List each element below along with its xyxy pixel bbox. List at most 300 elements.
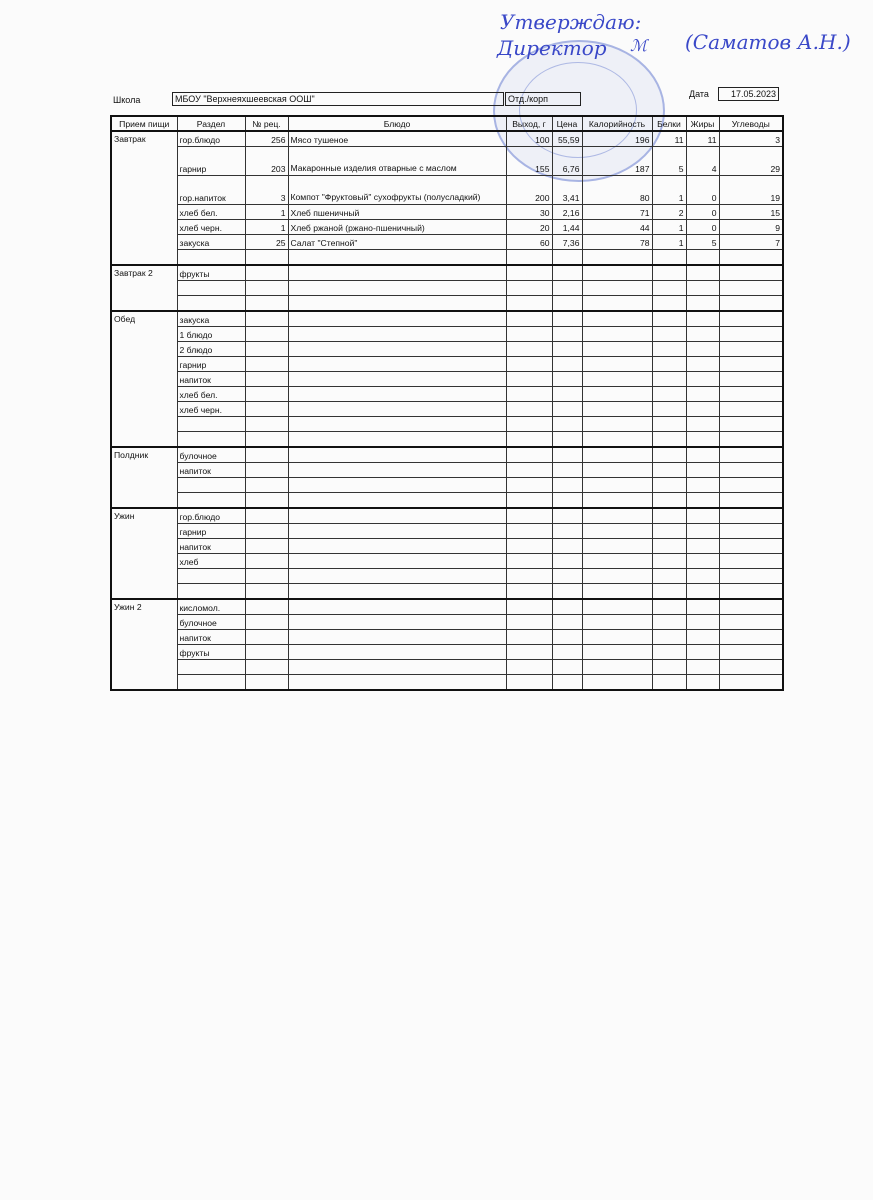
dish-cell	[288, 265, 506, 281]
recipe-cell	[245, 311, 288, 327]
carbs-cell	[719, 539, 783, 554]
section-cell	[177, 569, 245, 584]
table-row	[111, 493, 783, 509]
dish-cell: Хлеб ржаной (ржано-пшеничный)	[288, 220, 506, 235]
dish-cell	[288, 342, 506, 357]
protein-cell	[652, 584, 686, 600]
protein-cell	[652, 417, 686, 432]
price-cell: 1,44	[552, 220, 582, 235]
output-cell: 30	[506, 205, 552, 220]
kcal-cell	[582, 569, 652, 584]
output-cell	[506, 630, 552, 645]
column-header: Блюдо	[288, 116, 506, 131]
carbs-cell	[719, 584, 783, 600]
fat-cell	[686, 402, 719, 417]
carbs-cell	[719, 463, 783, 478]
fat-cell	[686, 342, 719, 357]
output-cell	[506, 402, 552, 417]
price-cell	[552, 311, 582, 327]
kcal-cell	[582, 615, 652, 630]
column-header: Калорийность	[582, 116, 652, 131]
section-cell: хлеб черн.	[177, 220, 245, 235]
recipe-cell	[245, 357, 288, 372]
output-cell: 100	[506, 131, 552, 147]
approval-line-2: Директор	[497, 36, 607, 60]
recipe-cell	[245, 447, 288, 463]
fat-cell	[686, 675, 719, 691]
section-cell	[177, 281, 245, 296]
carbs-cell	[719, 569, 783, 584]
recipe-cell	[245, 524, 288, 539]
kcal-cell: 71	[582, 205, 652, 220]
fat-cell	[686, 478, 719, 493]
fat-cell	[686, 265, 719, 281]
meal-name-cell: Ужин 2	[111, 599, 177, 690]
output-cell	[506, 417, 552, 432]
price-cell	[552, 630, 582, 645]
price-cell	[552, 615, 582, 630]
carbs-cell: 15	[719, 205, 783, 220]
price-cell	[552, 447, 582, 463]
section-cell: гарнир	[177, 524, 245, 539]
fat-cell: 0	[686, 176, 719, 205]
fat-cell	[686, 372, 719, 387]
protein-cell	[652, 296, 686, 312]
fat-cell	[686, 584, 719, 600]
dish-cell	[288, 599, 506, 615]
recipe-cell: 1	[245, 220, 288, 235]
kcal-cell	[582, 478, 652, 493]
section-cell: хлеб	[177, 554, 245, 569]
fat-cell	[686, 296, 719, 312]
output-cell	[506, 599, 552, 615]
protein-cell	[652, 311, 686, 327]
carbs-cell	[719, 372, 783, 387]
section-cell	[177, 432, 245, 448]
carbs-cell: 7	[719, 235, 783, 250]
fat-cell	[686, 250, 719, 266]
price-cell	[552, 372, 582, 387]
price-cell	[552, 387, 582, 402]
kcal-cell	[582, 493, 652, 509]
recipe-cell	[245, 569, 288, 584]
recipe-cell: 203	[245, 147, 288, 176]
recipe-cell	[245, 660, 288, 675]
output-cell	[506, 447, 552, 463]
menu-table	[110, 115, 784, 691]
table-row	[111, 539, 783, 554]
protein-cell	[652, 554, 686, 569]
table-row	[111, 554, 783, 569]
table-row	[111, 296, 783, 312]
carbs-cell	[719, 311, 783, 327]
price-cell	[552, 342, 582, 357]
output-cell	[506, 357, 552, 372]
table-row	[111, 660, 783, 675]
section-cell	[177, 250, 245, 266]
column-header: Жиры	[686, 116, 719, 131]
recipe-cell	[245, 493, 288, 509]
section-cell: хлеб бел.	[177, 387, 245, 402]
table-row	[111, 402, 783, 417]
table-row	[111, 265, 783, 281]
table-row	[111, 342, 783, 357]
output-cell	[506, 524, 552, 539]
table-row	[111, 205, 783, 220]
recipe-cell	[245, 599, 288, 615]
section-cell: закуска	[177, 311, 245, 327]
kcal-cell	[582, 463, 652, 478]
kcal-cell	[582, 660, 652, 675]
dish-cell: Мясо тушеное	[288, 131, 506, 147]
fat-cell	[686, 660, 719, 675]
price-cell	[552, 478, 582, 493]
dish-cell	[288, 539, 506, 554]
protein-cell	[652, 250, 686, 266]
output-cell	[506, 645, 552, 660]
dish-cell	[288, 447, 506, 463]
fat-cell: 0	[686, 220, 719, 235]
protein-cell	[652, 508, 686, 524]
dish-cell	[288, 387, 506, 402]
table-row	[111, 250, 783, 266]
protein-cell: 1	[652, 220, 686, 235]
output-cell	[506, 675, 552, 691]
protein-cell	[652, 539, 686, 554]
meal-name-cell: Обед	[111, 311, 177, 447]
dish-cell	[288, 630, 506, 645]
recipe-cell	[245, 281, 288, 296]
fat-cell	[686, 630, 719, 645]
fat-cell: 0	[686, 205, 719, 220]
section-cell: напиток	[177, 372, 245, 387]
kcal-cell	[582, 599, 652, 615]
school-name-field: МБОУ "Верхнеяхшеевская ООШ"	[172, 92, 504, 106]
table-row	[111, 463, 783, 478]
output-cell	[506, 432, 552, 448]
output-cell: 200	[506, 176, 552, 205]
recipe-cell	[245, 463, 288, 478]
table-row	[111, 311, 783, 327]
carbs-cell	[719, 645, 783, 660]
recipe-cell: 256	[245, 131, 288, 147]
carbs-cell	[719, 630, 783, 645]
output-cell	[506, 554, 552, 569]
output-cell: 60	[506, 235, 552, 250]
section-cell: хлеб бел.	[177, 205, 245, 220]
recipe-cell	[245, 675, 288, 691]
school-label: Школа	[113, 95, 141, 105]
protein-cell: 11	[652, 131, 686, 147]
kcal-cell	[582, 554, 652, 569]
carbs-cell	[719, 493, 783, 509]
dish-cell	[288, 615, 506, 630]
table-row	[111, 131, 783, 147]
protein-cell	[652, 281, 686, 296]
section-cell: напиток	[177, 539, 245, 554]
fat-cell	[686, 447, 719, 463]
price-cell: 55,59	[552, 131, 582, 147]
price-cell	[552, 463, 582, 478]
dish-cell	[288, 584, 506, 600]
table-row	[111, 372, 783, 387]
fat-cell	[686, 417, 719, 432]
kcal-cell: 80	[582, 176, 652, 205]
price-cell	[552, 524, 582, 539]
protein-cell	[652, 569, 686, 584]
output-cell	[506, 281, 552, 296]
kcal-cell	[582, 387, 652, 402]
carbs-cell	[719, 342, 783, 357]
output-cell	[506, 296, 552, 312]
price-cell	[552, 599, 582, 615]
recipe-cell: 3	[245, 176, 288, 205]
table-row	[111, 176, 783, 205]
carbs-cell	[719, 417, 783, 432]
table-row	[111, 432, 783, 448]
dish-cell	[288, 569, 506, 584]
table-row	[111, 220, 783, 235]
table-row	[111, 599, 783, 615]
carbs-cell: 19	[719, 176, 783, 205]
price-cell	[552, 281, 582, 296]
fat-cell	[686, 554, 719, 569]
protein-cell	[652, 675, 686, 691]
date-label: Дата	[689, 89, 709, 99]
column-header: Прием пищи	[111, 116, 177, 131]
price-cell	[552, 539, 582, 554]
fat-cell	[686, 645, 719, 660]
recipe-cell	[245, 630, 288, 645]
kcal-cell	[582, 281, 652, 296]
protein-cell	[652, 645, 686, 660]
section-cell	[177, 584, 245, 600]
price-cell	[552, 660, 582, 675]
carbs-cell	[719, 508, 783, 524]
fat-cell	[686, 311, 719, 327]
price-cell	[552, 417, 582, 432]
dish-cell	[288, 463, 506, 478]
fat-cell	[686, 569, 719, 584]
section-cell	[177, 660, 245, 675]
carbs-cell	[719, 660, 783, 675]
dish-cell	[288, 493, 506, 509]
price-cell: 3,41	[552, 176, 582, 205]
approval-line-3: (Саматов А.Н.)	[685, 30, 851, 54]
section-cell: хлеб черн.	[177, 402, 245, 417]
price-cell	[552, 296, 582, 312]
output-cell	[506, 250, 552, 266]
carbs-cell	[719, 432, 783, 448]
recipe-cell	[245, 432, 288, 448]
section-cell: гарнир	[177, 357, 245, 372]
protein-cell	[652, 342, 686, 357]
kcal-cell	[582, 372, 652, 387]
protein-cell	[652, 357, 686, 372]
price-cell	[552, 645, 582, 660]
column-header: Выход, г	[506, 116, 552, 131]
dish-cell	[288, 508, 506, 524]
kcal-cell	[582, 327, 652, 342]
carbs-cell	[719, 524, 783, 539]
dish-cell	[288, 660, 506, 675]
column-header: № рец.	[245, 116, 288, 131]
protein-cell	[652, 402, 686, 417]
kcal-cell	[582, 524, 652, 539]
price-cell	[552, 357, 582, 372]
approval-line-1: Утверждаю:	[500, 10, 642, 34]
output-cell	[506, 372, 552, 387]
table-header-row	[111, 116, 783, 131]
carbs-cell	[719, 615, 783, 630]
price-cell: 7,36	[552, 235, 582, 250]
carbs-cell: 3	[719, 131, 783, 147]
section-cell: гор.блюдо	[177, 131, 245, 147]
protein-cell	[652, 387, 686, 402]
section-cell	[177, 675, 245, 691]
section-cell: фрукты	[177, 265, 245, 281]
meal-name-cell: Полдник	[111, 447, 177, 508]
output-cell	[506, 265, 552, 281]
protein-cell	[652, 265, 686, 281]
protein-cell: 1	[652, 176, 686, 205]
recipe-cell	[245, 327, 288, 342]
output-cell	[506, 311, 552, 327]
section-cell: 2 блюдо	[177, 342, 245, 357]
carbs-cell	[719, 554, 783, 569]
recipe-cell	[245, 615, 288, 630]
kcal-cell	[582, 645, 652, 660]
recipe-cell: 25	[245, 235, 288, 250]
fat-cell	[686, 432, 719, 448]
recipe-cell	[245, 372, 288, 387]
table-row	[111, 645, 783, 660]
carbs-cell: 9	[719, 220, 783, 235]
kcal-cell	[582, 432, 652, 448]
table-row	[111, 447, 783, 463]
protein-cell	[652, 615, 686, 630]
dish-cell: Макаронные изделия отварные с маслом	[288, 147, 506, 176]
protein-cell: 2	[652, 205, 686, 220]
dish-cell	[288, 478, 506, 493]
protein-cell	[652, 372, 686, 387]
output-cell	[506, 615, 552, 630]
section-cell: напиток	[177, 630, 245, 645]
protein-cell	[652, 660, 686, 675]
recipe-cell	[245, 296, 288, 312]
carbs-cell	[719, 447, 783, 463]
price-cell	[552, 569, 582, 584]
section-cell	[177, 493, 245, 509]
recipe-cell	[245, 508, 288, 524]
fat-cell	[686, 615, 719, 630]
dish-cell	[288, 327, 506, 342]
meal-name-cell: Завтрак 2	[111, 265, 177, 311]
kcal-cell	[582, 342, 652, 357]
kcal-cell	[582, 508, 652, 524]
recipe-cell	[245, 342, 288, 357]
price-cell	[552, 554, 582, 569]
output-cell	[506, 584, 552, 600]
meal-name-cell: Завтрак	[111, 131, 177, 265]
protein-cell	[652, 447, 686, 463]
dish-cell	[288, 281, 506, 296]
dish-cell	[288, 372, 506, 387]
recipe-cell: 1	[245, 205, 288, 220]
output-cell	[506, 569, 552, 584]
menu-table-body	[111, 116, 783, 690]
protein-cell	[652, 478, 686, 493]
section-cell: кисломол.	[177, 599, 245, 615]
section-cell: гор.напиток	[177, 176, 245, 205]
carbs-cell	[719, 387, 783, 402]
kcal-cell	[582, 265, 652, 281]
dish-cell: Компот "Фруктовый" сухофрукты (полусладкий)	[288, 176, 506, 205]
table-row	[111, 387, 783, 402]
fat-cell: 11	[686, 131, 719, 147]
section-cell: гарнир	[177, 147, 245, 176]
fat-cell	[686, 493, 719, 509]
column-header: Цена	[552, 116, 582, 131]
price-cell	[552, 402, 582, 417]
table-row	[111, 584, 783, 600]
carbs-cell	[719, 281, 783, 296]
dish-cell	[288, 417, 506, 432]
kcal-cell	[582, 630, 652, 645]
dish-cell	[288, 645, 506, 660]
carbs-cell	[719, 265, 783, 281]
signature-mark: ℳ	[630, 36, 648, 55]
output-cell	[506, 660, 552, 675]
output-cell	[506, 493, 552, 509]
recipe-cell	[245, 554, 288, 569]
table-row	[111, 675, 783, 691]
kcal-cell	[582, 296, 652, 312]
section-cell: булочное	[177, 447, 245, 463]
dish-cell	[288, 296, 506, 312]
dish-cell	[288, 250, 506, 266]
table-row	[111, 508, 783, 524]
recipe-cell	[245, 265, 288, 281]
price-cell	[552, 432, 582, 448]
dish-cell	[288, 311, 506, 327]
output-cell	[506, 478, 552, 493]
fat-cell	[686, 463, 719, 478]
dish-cell	[288, 357, 506, 372]
section-cell: 1 блюдо	[177, 327, 245, 342]
kcal-cell: 78	[582, 235, 652, 250]
price-cell	[552, 508, 582, 524]
table-row	[111, 417, 783, 432]
section-cell	[177, 296, 245, 312]
table-row	[111, 524, 783, 539]
carbs-cell: 29	[719, 147, 783, 176]
table-row	[111, 357, 783, 372]
kcal-cell	[582, 402, 652, 417]
protein-cell	[652, 432, 686, 448]
protein-cell	[652, 493, 686, 509]
output-cell	[506, 342, 552, 357]
protein-cell	[652, 630, 686, 645]
section-cell: булочное	[177, 615, 245, 630]
dish-cell	[288, 554, 506, 569]
recipe-cell	[245, 387, 288, 402]
recipe-cell	[245, 250, 288, 266]
dish-cell	[288, 524, 506, 539]
column-header: Углеводы	[719, 116, 783, 131]
protein-cell	[652, 463, 686, 478]
kcal-cell	[582, 311, 652, 327]
